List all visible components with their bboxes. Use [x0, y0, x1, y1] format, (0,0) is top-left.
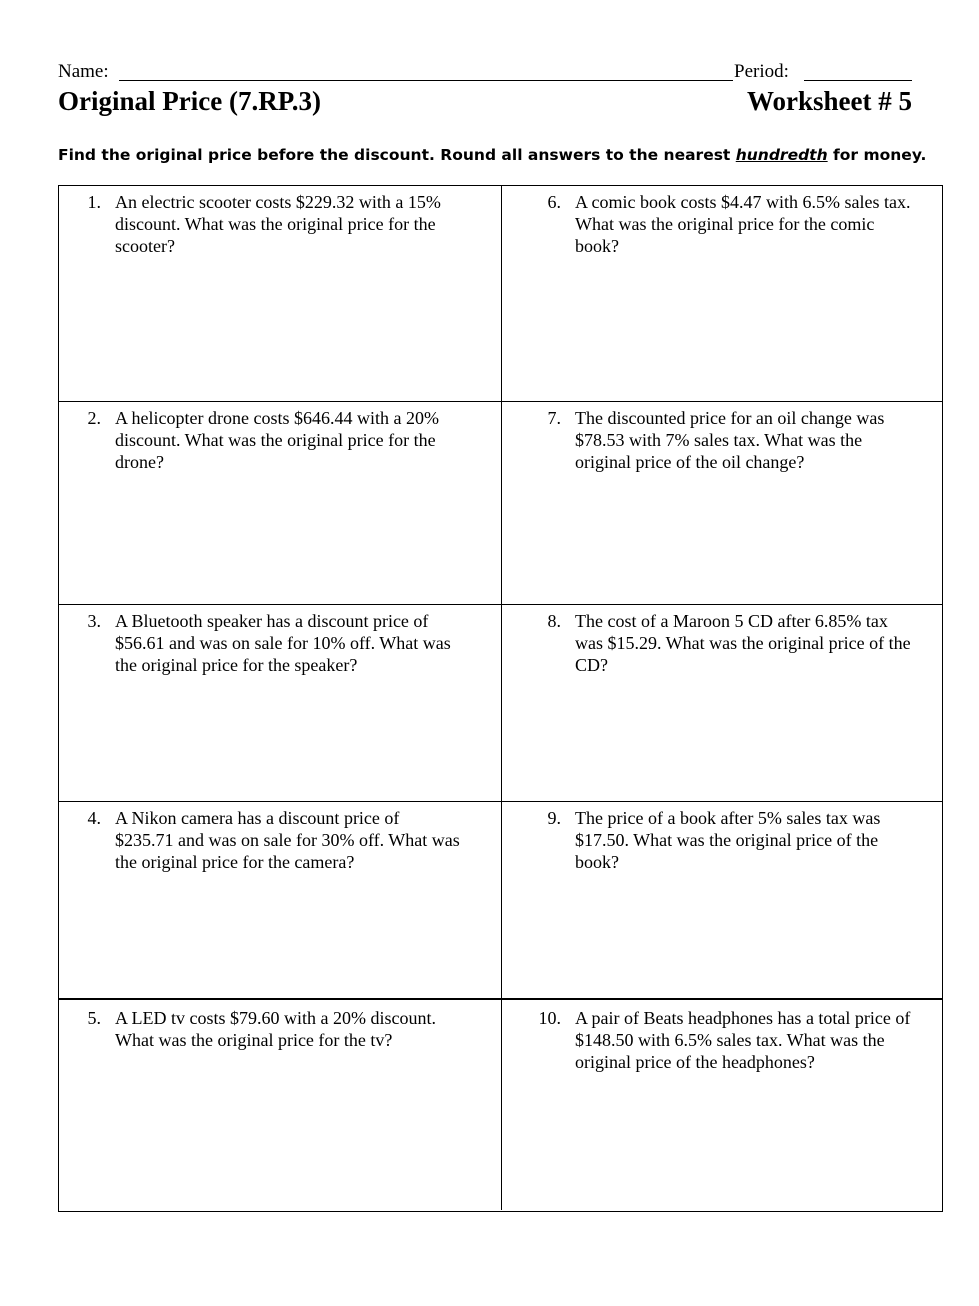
header-name-period	[58, 60, 912, 84]
problem-text: A comic book costs $4.47 with 6.5% sales tax. What was the original price for the comic book?	[575, 192, 911, 256]
problem-number: 9.	[547, 808, 561, 828]
problem-text: A LED tv costs $79.60 with a 20% discount. What was the original price for the tv?	[115, 1008, 436, 1050]
period-label: Period:	[734, 61, 789, 82]
problem-cell-7[interactable]	[502, 402, 942, 605]
problem-number: 3.	[87, 611, 101, 631]
problem-text: A pair of Beats headphones has a total price of $148.50 with 6.5% sales tax. What was the original price of the headphones?	[575, 1008, 911, 1072]
period-blank-line[interactable]	[804, 80, 912, 81]
problem-cell-10[interactable]	[502, 1000, 942, 1210]
problem-text: A Nikon camera has a discount price of $235.71 and was on sale for 30% off. What was the original price for the camera?	[115, 808, 460, 872]
problem-number: 2.	[87, 408, 101, 428]
problem-number: 1.	[87, 192, 101, 212]
problem-number: 8.	[547, 611, 561, 631]
problem-text: A Bluetooth speaker has a discount price of $56.61 and was on sale for 10% off. What was the original price for the speaker?	[115, 611, 451, 675]
problem-text: The discounted price for an oil change was $78.53 with 7% sales tax. What was the original price of the oil change?	[575, 408, 885, 472]
problem-cell-5[interactable]	[59, 1000, 502, 1210]
instructions-text-end: for money.	[827, 146, 927, 164]
problem-cell-3[interactable]	[59, 605, 502, 802]
problem-number: 5.	[87, 1008, 101, 1028]
problem-number: 4.	[87, 808, 101, 828]
name-blank-line[interactable]	[119, 80, 733, 81]
problem-cell-4[interactable]	[59, 802, 502, 1000]
problem-number: 7.	[547, 408, 561, 428]
worksheet-number: Worksheet # 5	[747, 86, 912, 116]
problem-text: The price of a book after 5% sales tax was $17.50. What was the original price of the book?	[575, 808, 881, 872]
instructions-emphasis: hundredth	[735, 146, 828, 164]
problem-cell-6[interactable]	[502, 186, 942, 402]
instructions	[58, 144, 938, 166]
problem-cell-2[interactable]	[59, 402, 502, 605]
problem-cell-8[interactable]	[502, 605, 942, 802]
page-title: Original Price (7.RP.3)	[58, 86, 321, 116]
problem-number: 6.	[547, 192, 561, 212]
name-label: Name:	[58, 61, 109, 82]
problem-cell-9[interactable]	[502, 802, 942, 1000]
problem-text: A helicopter drone costs $646.44 with a 20% discount. What was the original price for the drone?	[115, 408, 439, 472]
instructions-text: Find the original price before the discount. Round all answers to the nearest	[58, 146, 736, 164]
problem-number: 10.	[538, 1008, 561, 1028]
problem-cell-1[interactable]	[59, 186, 502, 402]
problem-text: The cost of a Maroon 5 CD after 6.85% tax was $15.29. What was the original price of the CD?	[575, 611, 911, 675]
problem-grid	[58, 185, 943, 1212]
problem-text: An electric scooter costs $229.32 with a 15% discount. What was the original price for the scooter?	[115, 192, 441, 256]
header-title-row	[58, 84, 912, 118]
